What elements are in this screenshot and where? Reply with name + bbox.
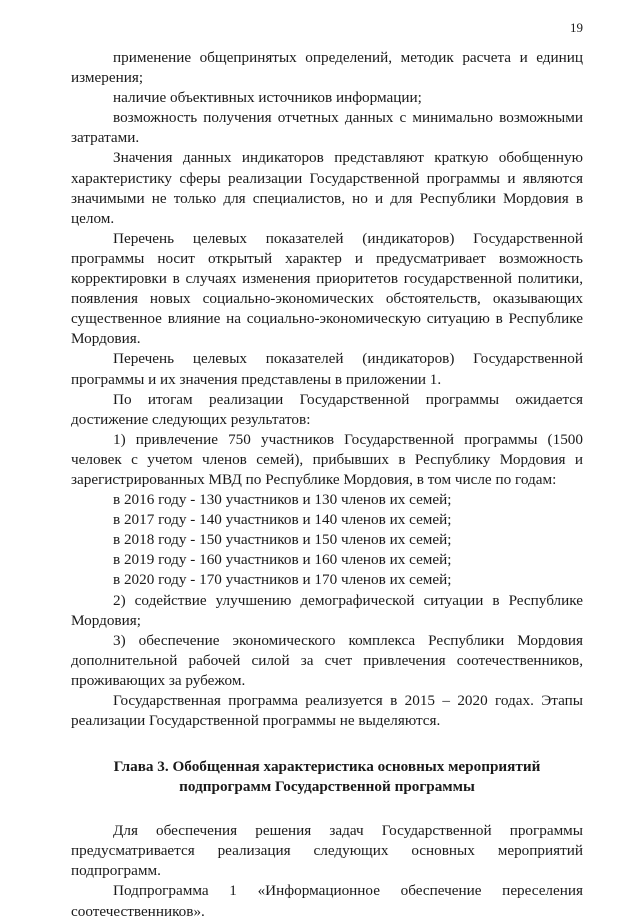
paragraph-subprogram-1: Подпрограмма 1 «Информационное обеспечение переселения соотечественников». bbox=[71, 882, 583, 920]
year-item-2020: в 2020 году - 170 участников и 170 членов их семей; bbox=[113, 571, 452, 589]
paragraph-indicator-values: Значения данных индикаторов представляют краткую обобщенную характеристику сферы реализации Государственной программы и являются значимыми не только для специалистов, но и для Республики Мордовия в целом. bbox=[71, 149, 583, 227]
chapter-heading-line-1: Глава 3. Обобщенная характеристика основных мероприятий bbox=[113, 758, 541, 776]
chapter-heading-line-2: подпрограмм Государственной программы bbox=[179, 778, 475, 796]
paragraph-expected-results: По итогам реализации Государственной программы ожидается достижение следующих результатов: bbox=[71, 390, 583, 428]
year-item-2019: в 2019 году - 160 участников и 160 членов их семей; bbox=[113, 551, 452, 569]
chapter-heading bbox=[71, 757, 583, 797]
result-item-3: 3) обеспечение экономического комплекса Республики Мордовия дополнительной рабочей силой за счет привлечения соотечественников, проживающих за рубежом. bbox=[71, 631, 583, 689]
paragraph-indicator-appendix: Перечень целевых показателей (индикаторов) Государственной программы и их значения представлены в приложении 1. bbox=[71, 350, 583, 388]
result-item-2: 2) содействие улучшению демографической ситуации в Республике Мордовия; bbox=[71, 591, 583, 629]
paragraph-criteria-3: возможность получения отчетных данных с минимально возможными затратами. bbox=[71, 109, 583, 147]
paragraph-indicator-list: Перечень целевых показателей (индикаторов) Государственной программы носит открытый характер и предусматривает возможность корректировки в случаях изменения приоритетов государственной политики, появления новых социально-экономических обстоятельств, оказывающих существенное влияние на социально-экономическую ситуацию в Республике Мордовия. bbox=[71, 229, 583, 348]
year-item-2017: в 2017 году - 140 участников и 140 членов их семей; bbox=[113, 511, 452, 529]
paragraph-criteria-2: наличие объективных источников информации; bbox=[113, 89, 422, 107]
paragraph-program-period: Государственная программа реализуется в 2015 – 2020 годах. Этапы реализации Государственной программы не выделяются. bbox=[71, 692, 583, 730]
result-item-1: 1) привлечение 750 участников Государственной программы (1500 человек с учетом членов семей), прибывших в Республику Мордовия и зарегистрированных МВД по Республике Мордовия, в том числе по годам: bbox=[71, 430, 583, 488]
year-item-2016: в 2016 году - 130 участников и 130 членов их семей; bbox=[113, 491, 452, 509]
paragraph-main-activities: Для обеспечения решения задач Государственной программы предусматривается реализация следующих основных мероприятий подпрограмм. bbox=[71, 822, 583, 880]
year-item-2018: в 2018 году - 150 участников и 150 членов их семей; bbox=[113, 531, 452, 549]
page-body bbox=[71, 48, 583, 922]
page-number: 19 bbox=[570, 20, 583, 35]
paragraph-criteria-1: применение общепринятых определений, методик расчета и единиц измерения; bbox=[71, 49, 583, 87]
